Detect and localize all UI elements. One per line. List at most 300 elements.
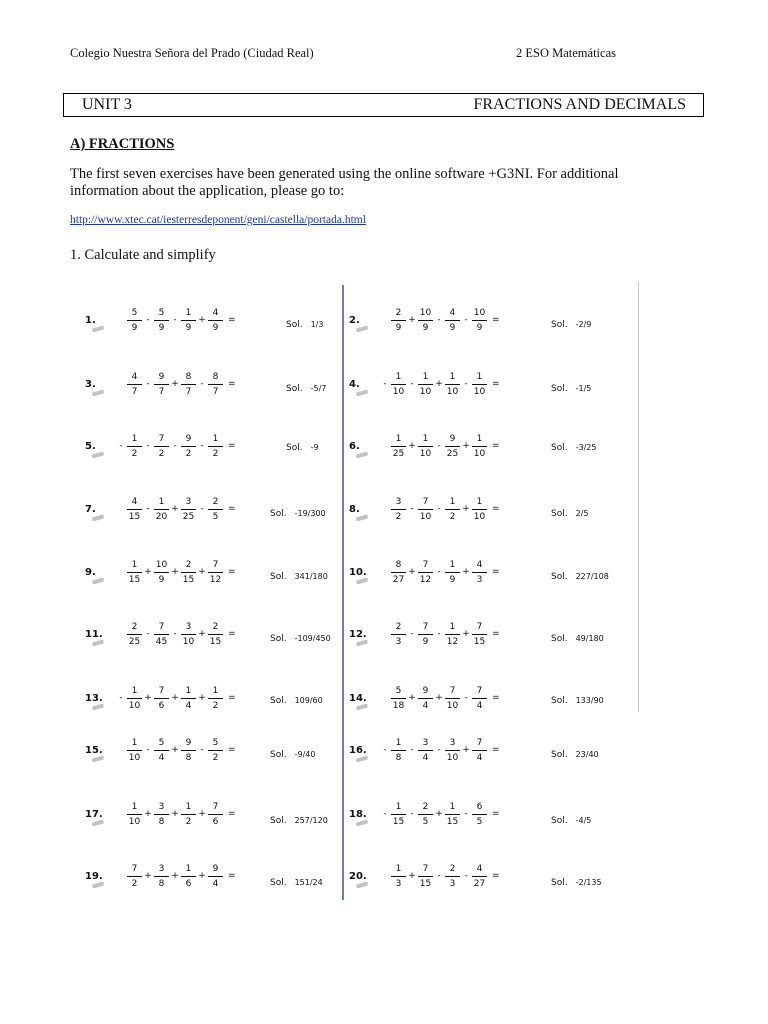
denominator: 8: [154, 814, 169, 827]
exercise: [85, 856, 236, 896]
denominator: 25: [391, 446, 406, 459]
operator: +: [171, 693, 179, 703]
equals-sign: =: [492, 315, 500, 325]
fraction: [154, 497, 169, 522]
numerator: 3: [422, 737, 429, 748]
denominator: 2: [127, 876, 142, 889]
exercise-number: [85, 871, 115, 882]
solution-value: 257/120: [294, 816, 328, 825]
solution-label: Sol.: [270, 816, 287, 826]
equals-sign: =: [492, 441, 500, 451]
denominator: 5: [472, 814, 487, 827]
numerator: 1: [395, 371, 402, 382]
fraction: [208, 738, 223, 763]
operator: +: [435, 379, 443, 389]
numerator: 4: [476, 863, 483, 874]
operator: -: [437, 567, 441, 577]
denominator: 12: [208, 572, 223, 585]
fraction: [391, 738, 406, 763]
fraction: [472, 560, 487, 585]
exercise-number: [349, 745, 379, 756]
exercise: [349, 300, 500, 340]
solution: [551, 443, 596, 453]
fraction: [208, 308, 223, 333]
operator: -: [200, 379, 204, 389]
fraction: [154, 802, 169, 827]
exercise: [349, 489, 500, 529]
numerator: 7: [422, 863, 429, 874]
fraction: [208, 686, 223, 711]
equals-sign: =: [228, 379, 236, 389]
operator: -: [173, 441, 177, 451]
section-title: A) FRACTIONS: [70, 136, 175, 152]
exercise: [349, 730, 500, 770]
denominator: 10: [445, 384, 460, 397]
denominator: 10: [127, 698, 142, 711]
numerator: 9: [449, 433, 456, 444]
denominator: 15: [127, 572, 142, 585]
fraction: [418, 864, 433, 889]
equals-sign: =: [492, 809, 500, 819]
exercise-number: [349, 871, 379, 882]
numerator: 1: [158, 496, 165, 507]
denominator: 9: [445, 572, 460, 585]
exercise: [85, 678, 236, 718]
equals-sign: =: [228, 693, 236, 703]
numerator: 8: [395, 559, 402, 570]
solution: [551, 634, 604, 644]
exercise-number-text: 4.: [349, 378, 360, 390]
solution-label: Sol.: [286, 320, 303, 330]
denominator: 7: [154, 384, 169, 397]
exercise-number-text: 12.: [349, 628, 367, 640]
denominator: 10: [418, 509, 433, 522]
numerator: 1: [476, 433, 483, 444]
exercise-number-text: 3.: [85, 378, 96, 390]
denominator: 4: [181, 698, 196, 711]
denominator: 7: [208, 384, 223, 397]
fraction: [127, 434, 142, 459]
operator: +: [408, 315, 416, 325]
solution: [286, 443, 319, 453]
numerator: 1: [185, 801, 192, 812]
software-link[interactable]: http://www.xtec.cat/iesterresdeponent/geni/castella/portada.html: [70, 214, 366, 226]
denominator: 6: [208, 814, 223, 827]
operator: -: [146, 629, 150, 639]
denominator: 25: [127, 634, 142, 647]
numerator: 1: [185, 863, 192, 874]
task-heading: 1. Calculate and simplify: [70, 247, 216, 263]
denominator: 3: [391, 634, 406, 647]
denominator: 2: [208, 698, 223, 711]
operator: +: [462, 504, 470, 514]
operator: +: [144, 567, 152, 577]
numerator: 2: [395, 621, 402, 632]
fraction: [181, 738, 196, 763]
solution-value: -9/40: [294, 750, 316, 759]
operator: +: [198, 871, 206, 881]
operator: +: [462, 745, 470, 755]
solution-value: -3/25: [575, 443, 597, 452]
solution: [551, 750, 599, 760]
solution-label: Sol.: [551, 634, 568, 644]
exercise: [85, 552, 236, 592]
denominator: 10: [472, 446, 487, 459]
denominator: 3: [391, 876, 406, 889]
operator: -: [383, 745, 387, 755]
exercise: [349, 552, 500, 592]
numerator: 9: [422, 685, 429, 696]
exercise: [85, 426, 236, 466]
numerator: 7: [476, 737, 483, 748]
equals-sign: =: [492, 693, 500, 703]
denominator: 10: [127, 814, 142, 827]
numerator: 5: [131, 307, 138, 318]
denominator: 10: [418, 446, 433, 459]
solution-label: Sol.: [551, 696, 568, 706]
numerator: 4: [476, 559, 483, 570]
solution: [551, 572, 609, 582]
fraction: [472, 497, 487, 522]
fraction: [208, 372, 223, 397]
denominator: 4: [208, 876, 223, 889]
solution: [270, 696, 323, 706]
solution: [270, 750, 315, 760]
operator: -: [410, 809, 414, 819]
exercise-number-text: 11.: [85, 628, 103, 640]
solution-value: 227/108: [575, 572, 609, 581]
denominator: 12: [418, 572, 433, 585]
numerator: 2: [212, 496, 219, 507]
solution: [270, 634, 331, 644]
denominator: 9: [181, 320, 196, 333]
denominator: 5: [208, 509, 223, 522]
denominator: 15: [127, 509, 142, 522]
numerator: 1: [131, 737, 138, 748]
numerator: 7: [476, 685, 483, 696]
numerator: 4: [131, 371, 138, 382]
exercise-number: [85, 441, 115, 452]
operator: +: [144, 871, 152, 881]
exercise-number-text: 2.: [349, 314, 360, 326]
fraction: [127, 372, 142, 397]
denominator: 10: [445, 750, 460, 763]
operator: -: [146, 441, 150, 451]
right-margin-line: [638, 282, 639, 712]
denominator: 15: [208, 634, 223, 647]
equals-sign: =: [228, 745, 236, 755]
operator: -: [437, 315, 441, 325]
solution-value: -2/9: [575, 320, 592, 329]
exercise: [349, 794, 500, 834]
numerator: 8: [212, 371, 219, 382]
operator: +: [198, 629, 206, 639]
operator: -: [146, 379, 150, 389]
fraction: [391, 560, 406, 585]
numerator: 1: [395, 863, 402, 874]
exercise-number: [85, 504, 115, 515]
operator: -: [410, 504, 414, 514]
fraction: [154, 434, 169, 459]
denominator: 15: [391, 814, 406, 827]
denominator: 4: [418, 750, 433, 763]
operator: +: [462, 567, 470, 577]
operator: +: [408, 567, 416, 577]
unit-title-box: [63, 93, 704, 117]
fraction: [154, 560, 169, 585]
fraction: [391, 497, 406, 522]
fraction: [208, 864, 223, 889]
denominator: 2: [181, 446, 196, 459]
denominator: 9: [472, 320, 487, 333]
fraction: [391, 864, 406, 889]
exercise: [349, 364, 500, 404]
fraction: [472, 372, 487, 397]
operator: +: [171, 567, 179, 577]
solution-label: Sol.: [270, 750, 287, 760]
fraction: [208, 434, 223, 459]
equals-sign: =: [228, 441, 236, 451]
numerator: 1: [131, 685, 138, 696]
fraction: [391, 372, 406, 397]
solution: [270, 509, 326, 519]
numerator: 7: [158, 621, 165, 632]
operator: -: [437, 504, 441, 514]
exercise-number: [349, 629, 379, 640]
equals-sign: =: [228, 809, 236, 819]
equals-sign: =: [228, 871, 236, 881]
fraction: [391, 308, 406, 333]
exercise-number-text: 15.: [85, 744, 103, 756]
operator: -: [437, 871, 441, 881]
solution: [551, 878, 602, 888]
solution-label: Sol.: [551, 320, 568, 330]
denominator: 10: [445, 698, 460, 711]
operator: -: [464, 871, 468, 881]
fraction: [181, 560, 196, 585]
numerator: 5: [212, 737, 219, 748]
fraction: [445, 372, 460, 397]
numerator: 7: [158, 433, 165, 444]
operator: -: [464, 809, 468, 819]
operator: -: [146, 315, 150, 325]
denominator: 4: [472, 750, 487, 763]
equals-sign: =: [492, 871, 500, 881]
numerator: 1: [449, 621, 456, 632]
operator: -: [146, 504, 150, 514]
fraction: [445, 864, 460, 889]
exercise-number: [349, 693, 379, 704]
solution-value: 23/40: [575, 750, 599, 759]
numerator: 1: [476, 371, 483, 382]
operator: -: [464, 693, 468, 703]
equals-sign: =: [228, 567, 236, 577]
equals-sign: =: [492, 745, 500, 755]
denominator: 15: [418, 876, 433, 889]
fraction: [127, 802, 142, 827]
fraction: [472, 434, 487, 459]
fraction: [208, 560, 223, 585]
fraction: [154, 622, 169, 647]
column-divider: [342, 285, 344, 900]
numerator: 4: [131, 496, 138, 507]
exercise-number: [349, 315, 379, 326]
exercise-number-text: 18.: [349, 808, 367, 820]
denominator: 15: [472, 634, 487, 647]
operator: +: [144, 693, 152, 703]
numerator: 2: [395, 307, 402, 318]
solution: [551, 696, 604, 706]
denominator: 10: [181, 634, 196, 647]
operator: +: [462, 441, 470, 451]
solution-value: 133/90: [575, 696, 604, 705]
exercise-number-text: 8.: [349, 503, 360, 515]
solution-value: 49/180: [575, 634, 604, 643]
equals-sign: =: [228, 504, 236, 514]
solution-value: -19/300: [294, 509, 326, 518]
solution-label: Sol.: [286, 384, 303, 394]
fraction: [418, 738, 433, 763]
numerator: 9: [212, 863, 219, 874]
operator: +: [408, 441, 416, 451]
solution-value: -9: [310, 443, 319, 452]
operator: -: [437, 745, 441, 755]
operator: +: [462, 629, 470, 639]
numerator: 1: [449, 801, 456, 812]
solution: [551, 384, 591, 394]
denominator: 6: [154, 698, 169, 711]
operator: +: [408, 871, 416, 881]
exercise: [349, 856, 500, 896]
exercise-number-text: 7.: [85, 503, 96, 515]
exercise-number-text: 9.: [85, 566, 96, 578]
solution: [270, 572, 328, 582]
solution-label: Sol.: [551, 816, 568, 826]
fraction: [418, 622, 433, 647]
denominator: 20: [154, 509, 169, 522]
equals-sign: =: [228, 315, 236, 325]
denominator: 2: [127, 446, 142, 459]
numerator: 3: [158, 801, 165, 812]
intro-paragraph: The first seven exercises have been generated using the online software +G3NI. For additional information about the application, please go to:: [70, 166, 619, 199]
solution-value: -109/450: [294, 634, 331, 643]
denominator: 2: [154, 446, 169, 459]
operator: +: [171, 745, 179, 755]
solution-label: Sol.: [270, 509, 287, 519]
fraction: [445, 560, 460, 585]
fraction: [391, 802, 406, 827]
exercise-number-text: 14.: [349, 692, 367, 704]
fraction: [391, 434, 406, 459]
exercise: [85, 730, 236, 770]
numerator: 1: [449, 559, 456, 570]
numerator: 7: [131, 863, 138, 874]
unit-title: FRACTIONS AND DECIMALS: [473, 96, 686, 113]
fraction: [472, 738, 487, 763]
denominator: 10: [472, 509, 487, 522]
denominator: 15: [181, 572, 196, 585]
numerator: 3: [185, 496, 192, 507]
exercise-number: [85, 693, 115, 704]
fraction: [181, 308, 196, 333]
fraction: [445, 622, 460, 647]
operator: -: [437, 629, 441, 639]
operator: -: [173, 315, 177, 325]
operator: -: [119, 441, 123, 451]
exercise: [349, 614, 500, 654]
denominator: 10: [127, 750, 142, 763]
denominator: 12: [445, 634, 460, 647]
solution-value: 341/180: [294, 572, 328, 581]
solution-label: Sol.: [270, 696, 287, 706]
operator: -: [410, 379, 414, 389]
fraction: [181, 802, 196, 827]
fraction: [445, 308, 460, 333]
fraction: [391, 622, 406, 647]
denominator: 5: [418, 814, 433, 827]
fraction: [154, 686, 169, 711]
exercise-number-text: 6.: [349, 440, 360, 452]
exercise-number-text: 5.: [85, 440, 96, 452]
exercise-number: [349, 441, 379, 452]
operator: -: [410, 629, 414, 639]
numerator: 1: [131, 801, 138, 812]
solution: [286, 384, 326, 394]
denominator: 3: [472, 572, 487, 585]
numerator: 2: [212, 621, 219, 632]
operator: -: [200, 504, 204, 514]
fraction: [127, 738, 142, 763]
solution-value: 2/5: [575, 509, 589, 518]
solution-value: 1/3: [310, 320, 324, 329]
header-school: Colegio Nuestra Señora del Prado (Ciudad Real): [70, 46, 314, 60]
fraction: [472, 686, 487, 711]
fraction: [181, 864, 196, 889]
operator: +: [408, 693, 416, 703]
numerator: 5: [158, 737, 165, 748]
exercise-number: [85, 379, 115, 390]
fraction: [418, 308, 433, 333]
exercise-number: [85, 629, 115, 640]
fraction: [445, 738, 460, 763]
denominator: 8: [154, 876, 169, 889]
denominator: 10: [418, 384, 433, 397]
fraction: [127, 560, 142, 585]
solution-value: -2/135: [575, 878, 602, 887]
denominator: 9: [418, 320, 433, 333]
operator: +: [171, 504, 179, 514]
operator: +: [171, 809, 179, 819]
unit-label: UNIT 3: [82, 96, 132, 113]
operator: -: [383, 809, 387, 819]
exercise-number: [349, 567, 379, 578]
numerator: 10: [155, 559, 168, 570]
fraction: [445, 497, 460, 522]
numerator: 7: [212, 559, 219, 570]
operator: -: [464, 379, 468, 389]
denominator: 8: [391, 750, 406, 763]
fraction: [418, 802, 433, 827]
operator: -: [200, 441, 204, 451]
denominator: 25: [181, 509, 196, 522]
fraction: [445, 802, 460, 827]
fraction: [418, 560, 433, 585]
numerator: 1: [422, 371, 429, 382]
numerator: 7: [422, 496, 429, 507]
denominator: 9: [418, 634, 433, 647]
denominator: 2: [181, 814, 196, 827]
numerator: 1: [422, 433, 429, 444]
